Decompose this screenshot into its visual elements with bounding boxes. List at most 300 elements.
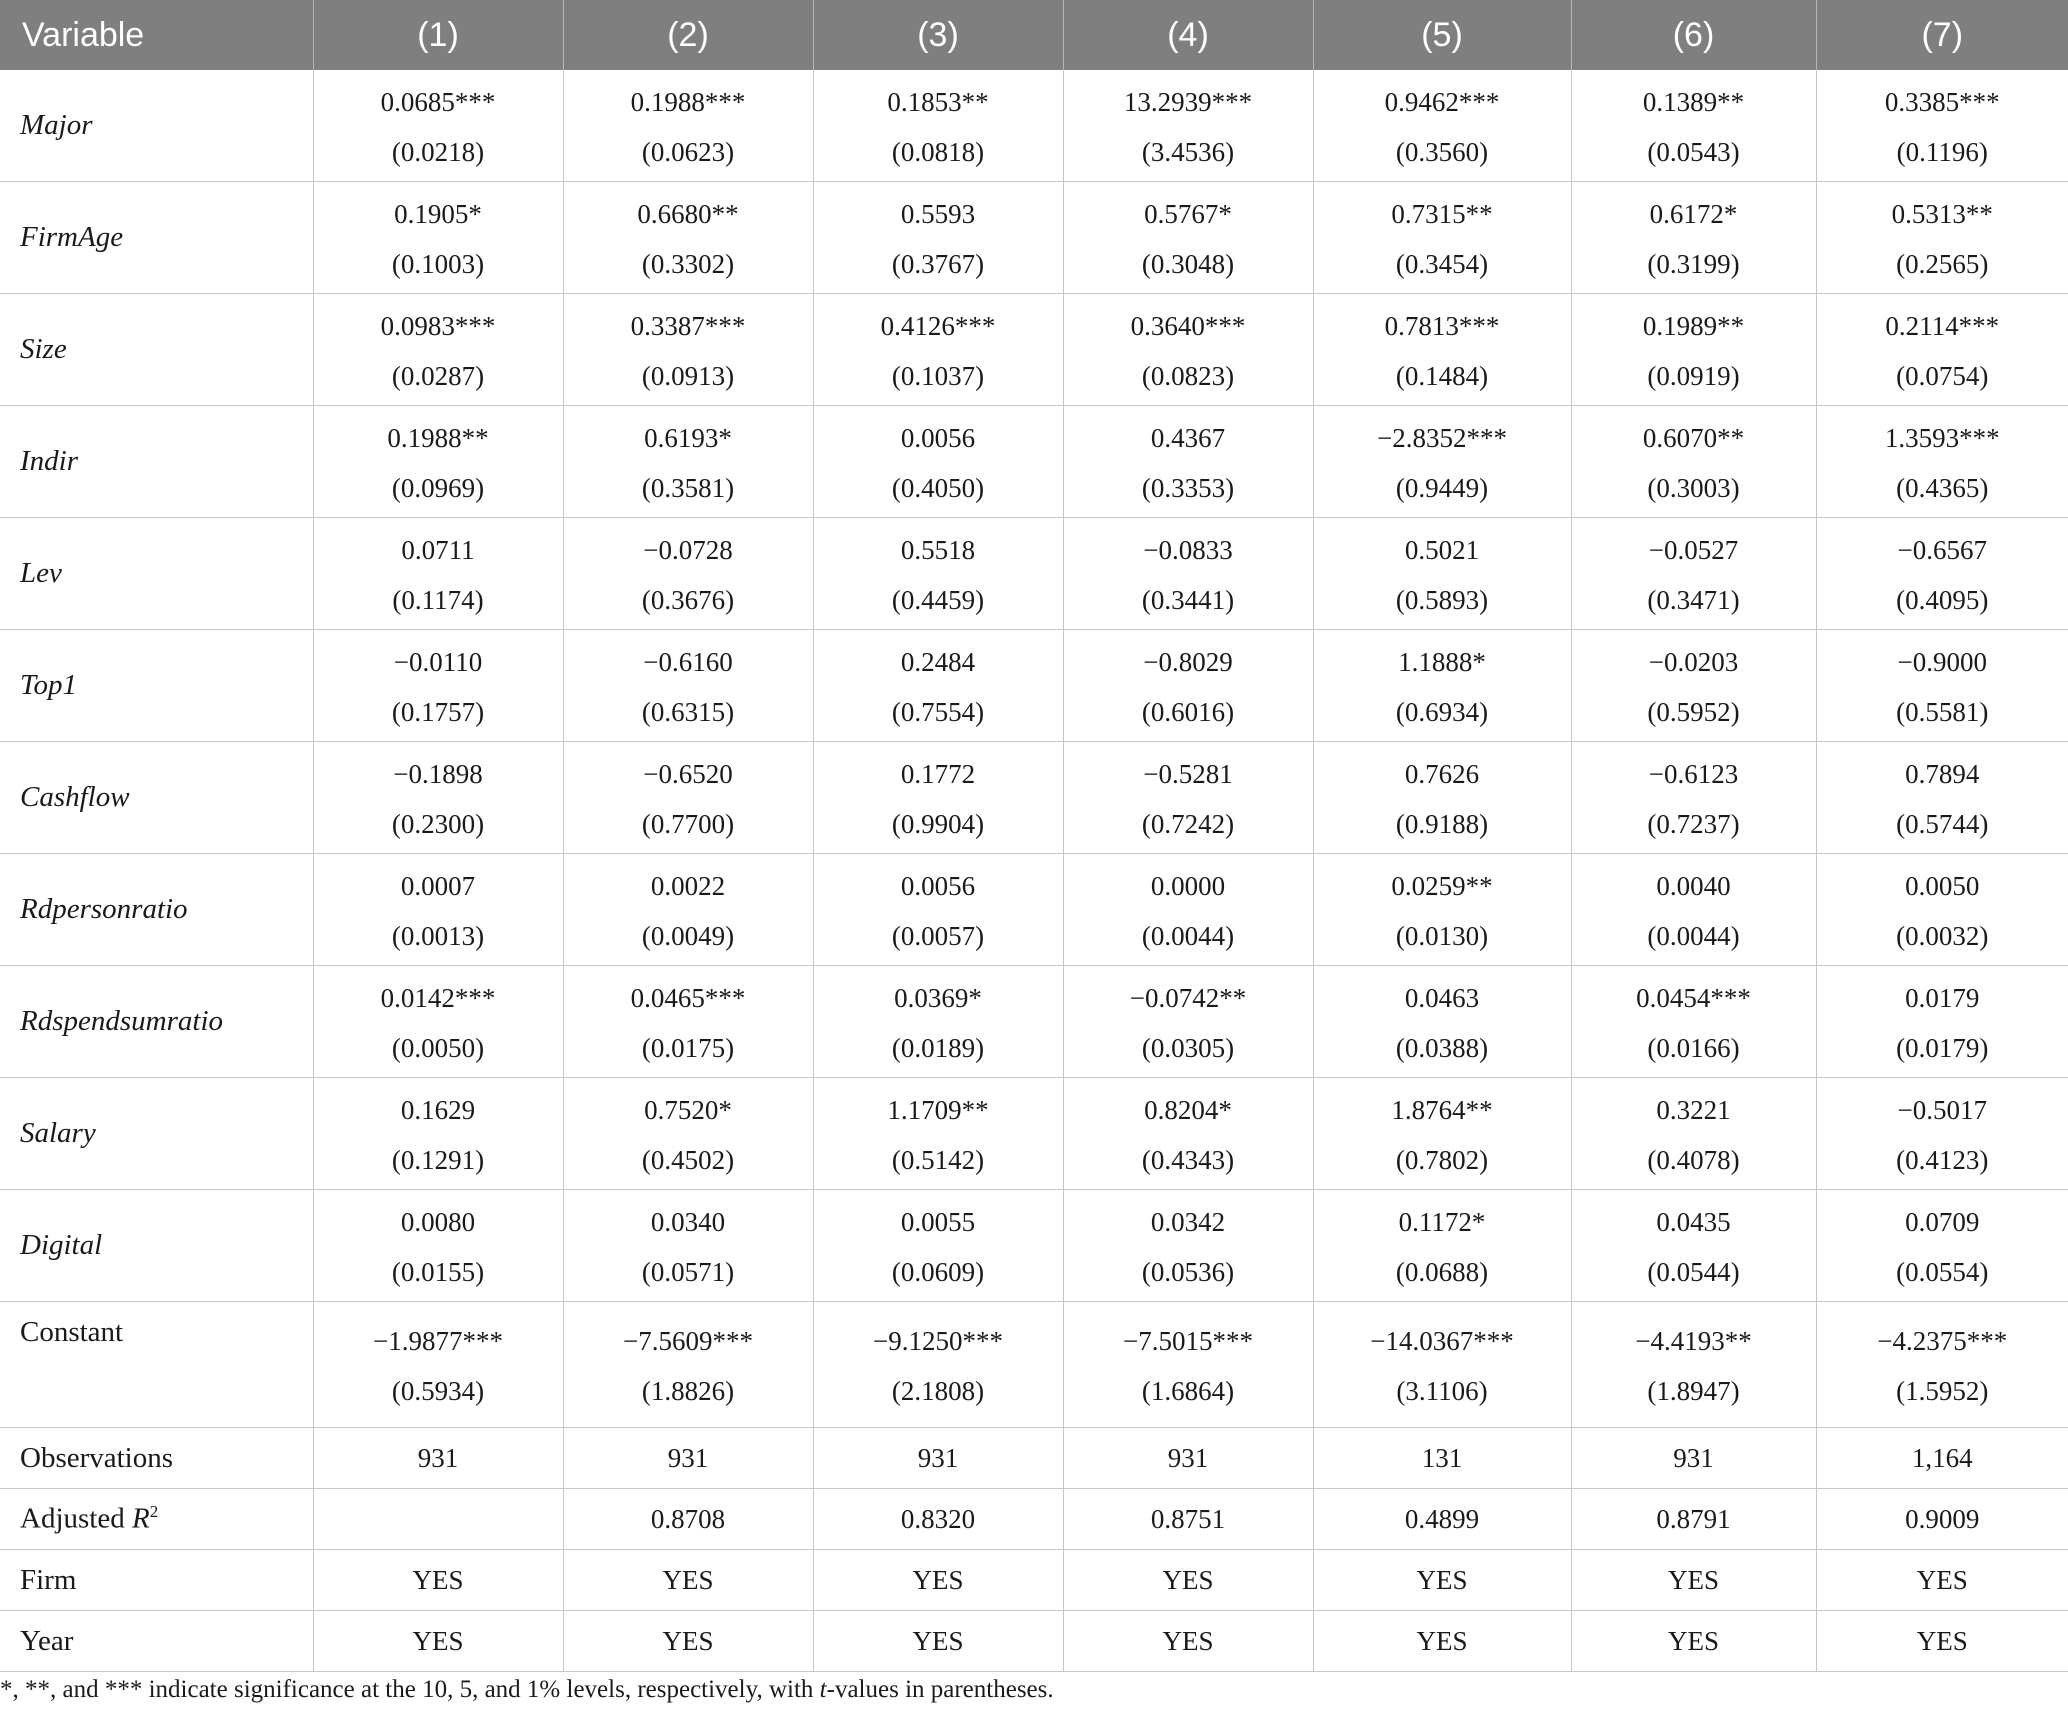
std-error: (1.5952): [1896, 1375, 1989, 1406]
estimate: 0.3387***: [630, 310, 746, 341]
std-error: (0.7554): [891, 696, 985, 727]
estimate: 0.4126***: [880, 310, 996, 341]
estimate: 1.1888*: [1398, 646, 1486, 677]
cell: [813, 854, 1063, 966]
cell: [1816, 406, 2068, 518]
row-label: Major: [0, 70, 313, 182]
row-label: Year: [0, 1611, 313, 1672]
std-error: (0.0536): [1141, 1256, 1235, 1287]
std-error: (0.5934): [391, 1375, 485, 1406]
std-error: (0.0919): [1647, 360, 1740, 391]
std-error: (0.7237): [1647, 808, 1740, 839]
estimate: 0.1853**: [887, 86, 989, 117]
std-error: (1.6864): [1141, 1375, 1235, 1406]
cell: [1063, 1302, 1313, 1428]
estimate: 0.0454***: [1636, 982, 1751, 1013]
std-error: (0.0179): [1896, 1032, 1989, 1063]
cell: [1313, 1078, 1571, 1190]
cell: 0.8751: [1063, 1489, 1313, 1550]
std-error: (0.7802): [1395, 1144, 1489, 1175]
cell: [313, 294, 563, 406]
cell: [1816, 966, 2068, 1078]
cell: YES: [813, 1611, 1063, 1672]
estimate: −0.1898: [393, 758, 483, 789]
std-error: (0.0544): [1647, 1256, 1740, 1287]
std-error: (2.1808): [891, 1375, 985, 1406]
cell: [1063, 70, 1313, 182]
cell: [313, 630, 563, 742]
std-error: (0.0044): [1647, 920, 1740, 951]
estimate: −0.6160: [643, 646, 733, 677]
cell: [1816, 854, 2068, 966]
std-error: (0.5893): [1395, 584, 1489, 615]
cell: [563, 406, 813, 518]
std-error: (0.1037): [891, 360, 985, 391]
cell: YES: [1063, 1611, 1313, 1672]
estimate: 0.0342: [1150, 1206, 1226, 1237]
estimate: 0.0080: [400, 1206, 476, 1237]
cell: [1571, 630, 1816, 742]
cell: [1571, 406, 1816, 518]
cell: [1313, 182, 1571, 294]
row-label: FirmAge: [0, 182, 313, 294]
row-label: Lev: [0, 518, 313, 630]
cell: [1313, 406, 1571, 518]
std-error: (0.3199): [1647, 248, 1740, 279]
estimate: −4.2375***: [1877, 1325, 2008, 1356]
std-error: (0.1196): [1896, 136, 1988, 167]
estimate: 0.1629: [400, 1094, 476, 1125]
std-error: (0.4343): [1141, 1144, 1235, 1175]
cell: [1571, 518, 1816, 630]
std-error: (0.9188): [1395, 808, 1489, 839]
cell: YES: [563, 1550, 813, 1611]
cell: [563, 1302, 813, 1428]
std-error: (0.0044): [1141, 920, 1235, 951]
cell: [563, 966, 813, 1078]
std-error: (0.0130): [1395, 920, 1489, 951]
footnote-text-end: -values in parentheses.: [826, 1676, 1054, 1703]
estimate: −0.6123: [1648, 758, 1739, 789]
estimate: 0.0056: [900, 870, 976, 901]
estimate: −1.9877***: [373, 1325, 503, 1356]
coefficient-row: [0, 518, 2068, 630]
estimate: −7.5609***: [623, 1325, 753, 1356]
estimate: −0.8029: [1143, 646, 1233, 677]
cell: [1571, 1190, 1816, 1302]
cell: [813, 518, 1063, 630]
adj-label-text: Adjusted: [20, 1502, 132, 1535]
std-error: (0.1757): [391, 696, 485, 727]
cell: [1313, 854, 1571, 966]
estimate: 0.7315**: [1391, 198, 1493, 229]
std-error: (0.3581): [641, 472, 735, 503]
std-error: (0.0189): [891, 1032, 985, 1063]
cell: [813, 966, 1063, 1078]
cell: YES: [1571, 1550, 1816, 1611]
adjusted-r2-row: [0, 1489, 2068, 1550]
std-error: (0.2565): [1896, 248, 1989, 279]
cell: YES: [813, 1550, 1063, 1611]
estimate: 0.0022: [650, 870, 726, 901]
cell: [1063, 182, 1313, 294]
cell: [813, 182, 1063, 294]
std-error: (0.4050): [891, 472, 985, 503]
std-error: (0.3003): [1647, 472, 1740, 503]
estimate: 0.6070**: [1642, 422, 1745, 453]
cell: [313, 966, 563, 1078]
row-label: Size: [0, 294, 313, 406]
std-error: (0.3353): [1141, 472, 1235, 503]
cell: [1571, 1078, 1816, 1190]
cell: [313, 742, 563, 854]
coefficient-row: [0, 182, 2068, 294]
cell: 931: [813, 1428, 1063, 1489]
header-col-1: (1): [313, 0, 563, 70]
cell: YES: [1816, 1611, 2068, 1672]
std-error: (0.4365): [1896, 472, 1989, 503]
cell: [813, 1302, 1063, 1428]
cell: [563, 294, 813, 406]
row-label: Constant: [0, 1302, 313, 1428]
estimate: 0.1172*: [1398, 1206, 1486, 1237]
estimate: −9.1250***: [873, 1325, 1003, 1356]
header-col-5: (5): [1313, 0, 1571, 70]
cell: 0.8791: [1571, 1489, 1816, 1550]
cell: [1313, 966, 1571, 1078]
estimate: 0.5313**: [1891, 198, 1993, 229]
estimate: 0.5593: [900, 198, 976, 229]
table-footnote: [0, 1676, 1054, 1704]
cell: YES: [313, 1611, 563, 1672]
estimate: 0.8204*: [1144, 1094, 1232, 1125]
cell: YES: [1571, 1611, 1816, 1672]
std-error: (0.0913): [641, 360, 735, 391]
row-label: Top1: [0, 630, 313, 742]
estimate: −0.6567: [1897, 534, 1987, 565]
estimate: 0.0050: [1905, 870, 1980, 901]
estimate: −0.9000: [1897, 646, 1987, 677]
cell: 931: [1063, 1428, 1313, 1489]
coefficient-row: [0, 742, 2068, 854]
estimate: 0.0259**: [1391, 870, 1493, 901]
cell: 931: [563, 1428, 813, 1489]
adj-label-sup: 2: [149, 1502, 159, 1522]
std-error: (0.0049): [641, 920, 735, 951]
std-error: (0.0305): [1141, 1032, 1235, 1063]
row-label: Cashflow: [0, 742, 313, 854]
std-error: (0.0609): [891, 1256, 985, 1287]
estimate: 0.0056: [900, 422, 976, 453]
row-label: [0, 1489, 313, 1550]
cell: [313, 518, 563, 630]
observations-row: [0, 1428, 2068, 1489]
std-error: (0.0554): [1896, 1256, 1989, 1287]
estimate: 0.7894: [1905, 758, 1980, 789]
estimate: 0.6680**: [637, 198, 739, 229]
estimate: 13.2939***: [1123, 86, 1253, 117]
cell: [1816, 518, 2068, 630]
estimate: 0.5767*: [1144, 198, 1232, 229]
estimate: −0.0203: [1648, 646, 1739, 677]
estimate: 0.0055: [900, 1206, 976, 1237]
constant-row: [0, 1302, 2068, 1428]
estimate: 0.0983***: [380, 310, 496, 341]
cell: [813, 70, 1063, 182]
std-error: (0.3454): [1395, 248, 1489, 279]
std-error: (0.0155): [391, 1256, 485, 1287]
cell: [313, 70, 563, 182]
cell: YES: [1816, 1550, 2068, 1611]
cell: [313, 1302, 563, 1428]
estimate: 0.1988**: [387, 422, 489, 453]
estimate: 0.5021: [1404, 534, 1480, 565]
estimate: 0.0142***: [380, 982, 496, 1013]
std-error: (0.1484): [1395, 360, 1489, 391]
cell: [1313, 1190, 1571, 1302]
cell: 931: [313, 1428, 563, 1489]
std-error: (0.1291): [391, 1144, 485, 1175]
estimate: 0.5518: [900, 534, 976, 565]
std-error: (0.6016): [1141, 696, 1235, 727]
std-error: (3.4536): [1141, 136, 1235, 167]
estimate: 0.0709: [1905, 1206, 1980, 1237]
std-error: (0.0688): [1395, 1256, 1489, 1287]
std-error: (0.5142): [891, 1144, 985, 1175]
estimate: 0.0340: [650, 1206, 726, 1237]
estimate: 0.7813***: [1384, 310, 1500, 341]
cell: YES: [1313, 1550, 1571, 1611]
cell: [1571, 70, 1816, 182]
std-error: (0.5744): [1896, 808, 1989, 839]
estimate: 0.2114***: [1885, 310, 2000, 341]
estimate: 0.0007: [400, 870, 476, 901]
row-label: Observations: [0, 1428, 313, 1489]
cell: 0.8320: [813, 1489, 1063, 1550]
coefficient-row: [0, 966, 2068, 1078]
footnote-t-symbol: t: [819, 1676, 827, 1703]
cell: [1313, 518, 1571, 630]
estimate: 0.0465***: [630, 982, 746, 1013]
std-error: (0.6315): [641, 696, 735, 727]
coefficient-row: [0, 630, 2068, 742]
std-error: (0.4095): [1896, 584, 1989, 615]
header-row: [0, 0, 2068, 70]
cell: [563, 70, 813, 182]
cell: [1063, 966, 1313, 1078]
std-error: (0.0057): [891, 920, 985, 951]
header-col-4: (4): [1063, 0, 1313, 70]
std-error: (0.3560): [1395, 136, 1489, 167]
std-error: (0.7700): [641, 808, 735, 839]
std-error: (0.0050): [391, 1032, 485, 1063]
cell: 0.4899: [1313, 1489, 1571, 1550]
cell: [1816, 1190, 2068, 1302]
estimate: 0.9462***: [1384, 86, 1500, 117]
std-error: (0.3471): [1647, 584, 1740, 615]
std-error: (0.7242): [1141, 808, 1235, 839]
header-col-6: (6): [1571, 0, 1816, 70]
std-error: (0.4078): [1647, 1144, 1740, 1175]
cell: [1816, 294, 2068, 406]
coefficient-row: [0, 854, 2068, 966]
cell: [1571, 742, 1816, 854]
cell: [1313, 742, 1571, 854]
estimate: 0.4367: [1150, 422, 1226, 453]
std-error: (0.6934): [1395, 696, 1489, 727]
std-error: (0.0032): [1896, 920, 1989, 951]
cell: [813, 406, 1063, 518]
coefficient-row: [0, 406, 2068, 518]
estimate: 0.6172*: [1649, 198, 1738, 229]
estimate: −0.0728: [643, 534, 733, 565]
std-error: (0.0571): [641, 1256, 735, 1287]
cell: 931: [1571, 1428, 1816, 1489]
estimate: −0.6520: [643, 758, 733, 789]
std-error: (0.3302): [641, 248, 735, 279]
row-label: Salary: [0, 1078, 313, 1190]
std-error: (0.4123): [1896, 1144, 1989, 1175]
cell: [1571, 966, 1816, 1078]
estimate: −14.0367***: [1370, 1325, 1514, 1356]
std-error: (3.1106): [1396, 1375, 1488, 1406]
estimate: −4.4193**: [1635, 1325, 1752, 1356]
cell: [1063, 1190, 1313, 1302]
estimate: −7.5015***: [1123, 1325, 1253, 1356]
cell: [313, 1078, 563, 1190]
estimate: 1.1709**: [887, 1094, 989, 1125]
estimate: 1.8764**: [1391, 1094, 1493, 1125]
cell: [1063, 630, 1313, 742]
std-error: (0.9449): [1395, 472, 1489, 503]
cell: [1313, 70, 1571, 182]
cell: [1816, 70, 2068, 182]
estimate: 0.1989**: [1642, 310, 1745, 341]
cell: [1571, 1302, 1816, 1428]
cell: [563, 182, 813, 294]
std-error: (0.3048): [1141, 248, 1235, 279]
cell: 1,164: [1816, 1428, 2068, 1489]
cell: [1063, 854, 1313, 966]
std-error: (0.0287): [391, 360, 485, 391]
estimate: 0.2484: [900, 646, 976, 677]
cell: [1571, 854, 1816, 966]
std-error: (0.0823): [1141, 360, 1235, 391]
std-error: (0.0754): [1896, 360, 1989, 391]
adj-label-var: R: [131, 1502, 150, 1535]
estimate: 0.3221: [1656, 1094, 1731, 1125]
std-error: (0.0543): [1647, 136, 1740, 167]
estimate: 0.0179: [1905, 982, 1980, 1013]
cell: [563, 854, 813, 966]
std-error: (0.3676): [641, 584, 735, 615]
cell: [813, 1190, 1063, 1302]
estimate: 0.0685***: [380, 86, 496, 117]
cell: [563, 518, 813, 630]
footnote-text: *, **, and *** indicate significance at the 10, 5, and 1% levels, respectively, with: [0, 1676, 820, 1703]
row-label: Rdspendsumratio: [0, 966, 313, 1078]
cell: YES: [563, 1611, 813, 1672]
std-error: (0.0623): [641, 136, 735, 167]
std-error: (0.3441): [1141, 584, 1235, 615]
cell: 0.9009: [1816, 1489, 2068, 1550]
estimate: −0.5281: [1143, 758, 1233, 789]
year-row: [0, 1611, 2068, 1672]
cell: [563, 1190, 813, 1302]
header-col-7: (7): [1816, 0, 2068, 70]
row-label: Indir: [0, 406, 313, 518]
estimate: 0.0463: [1404, 982, 1480, 1013]
cell: [313, 1190, 563, 1302]
cell: [813, 294, 1063, 406]
cell: YES: [1313, 1611, 1571, 1672]
estimate: 0.1988***: [630, 86, 746, 117]
cell: [1063, 1078, 1313, 1190]
estimate: 0.7626: [1404, 758, 1480, 789]
estimate: 0.1905*: [394, 198, 482, 229]
cell: [1571, 182, 1816, 294]
cell: 0.8708: [563, 1489, 813, 1550]
estimate: −0.5017: [1897, 1094, 1987, 1125]
estimate: 0.3640***: [1130, 310, 1246, 341]
std-error: (0.4502): [641, 1144, 735, 1175]
cell: [313, 854, 563, 966]
coefficient-row: [0, 1190, 2068, 1302]
cell: [563, 630, 813, 742]
coefficient-row: [0, 294, 2068, 406]
estimate: 0.1389**: [1642, 86, 1745, 117]
cell: [1313, 630, 1571, 742]
estimate: 0.0369*: [894, 982, 982, 1013]
cell: [1816, 630, 2068, 742]
cell: [1313, 1302, 1571, 1428]
std-error: (0.9904): [891, 808, 985, 839]
std-error: (0.1003): [391, 248, 485, 279]
cell: [313, 182, 563, 294]
table-body: [0, 70, 2068, 1672]
estimate: 0.0711: [401, 534, 475, 565]
std-error: (0.3767): [891, 248, 985, 279]
firm-row: [0, 1550, 2068, 1611]
std-error: (0.0818): [891, 136, 985, 167]
header-col-2: (2): [563, 0, 813, 70]
estimate: −0.0742**: [1129, 982, 1247, 1013]
cell: [313, 406, 563, 518]
estimate: 0.6193*: [644, 422, 732, 453]
cell: [563, 1078, 813, 1190]
cell: YES: [1063, 1550, 1313, 1611]
cell: [1063, 406, 1313, 518]
std-error: (0.0175): [641, 1032, 735, 1063]
header-variable: Variable: [0, 0, 313, 70]
cell: [1816, 1078, 2068, 1190]
cell: [313, 1489, 563, 1550]
cell: 131: [1313, 1428, 1571, 1489]
header-col-3: (3): [813, 0, 1063, 70]
std-error: (0.0013): [391, 920, 485, 951]
cell: [1063, 294, 1313, 406]
std-error: (0.4459): [891, 584, 985, 615]
std-error: (0.0218): [391, 136, 485, 167]
cell: [1816, 742, 2068, 854]
std-error: (0.1174): [392, 584, 484, 615]
estimate: −0.0110: [393, 646, 483, 677]
row-label: Rdpersonratio: [0, 854, 313, 966]
cell: [563, 742, 813, 854]
estimate: 0.1772: [900, 758, 976, 789]
std-error: (1.8947): [1647, 1375, 1740, 1406]
estimate: −0.0833: [1143, 534, 1233, 565]
